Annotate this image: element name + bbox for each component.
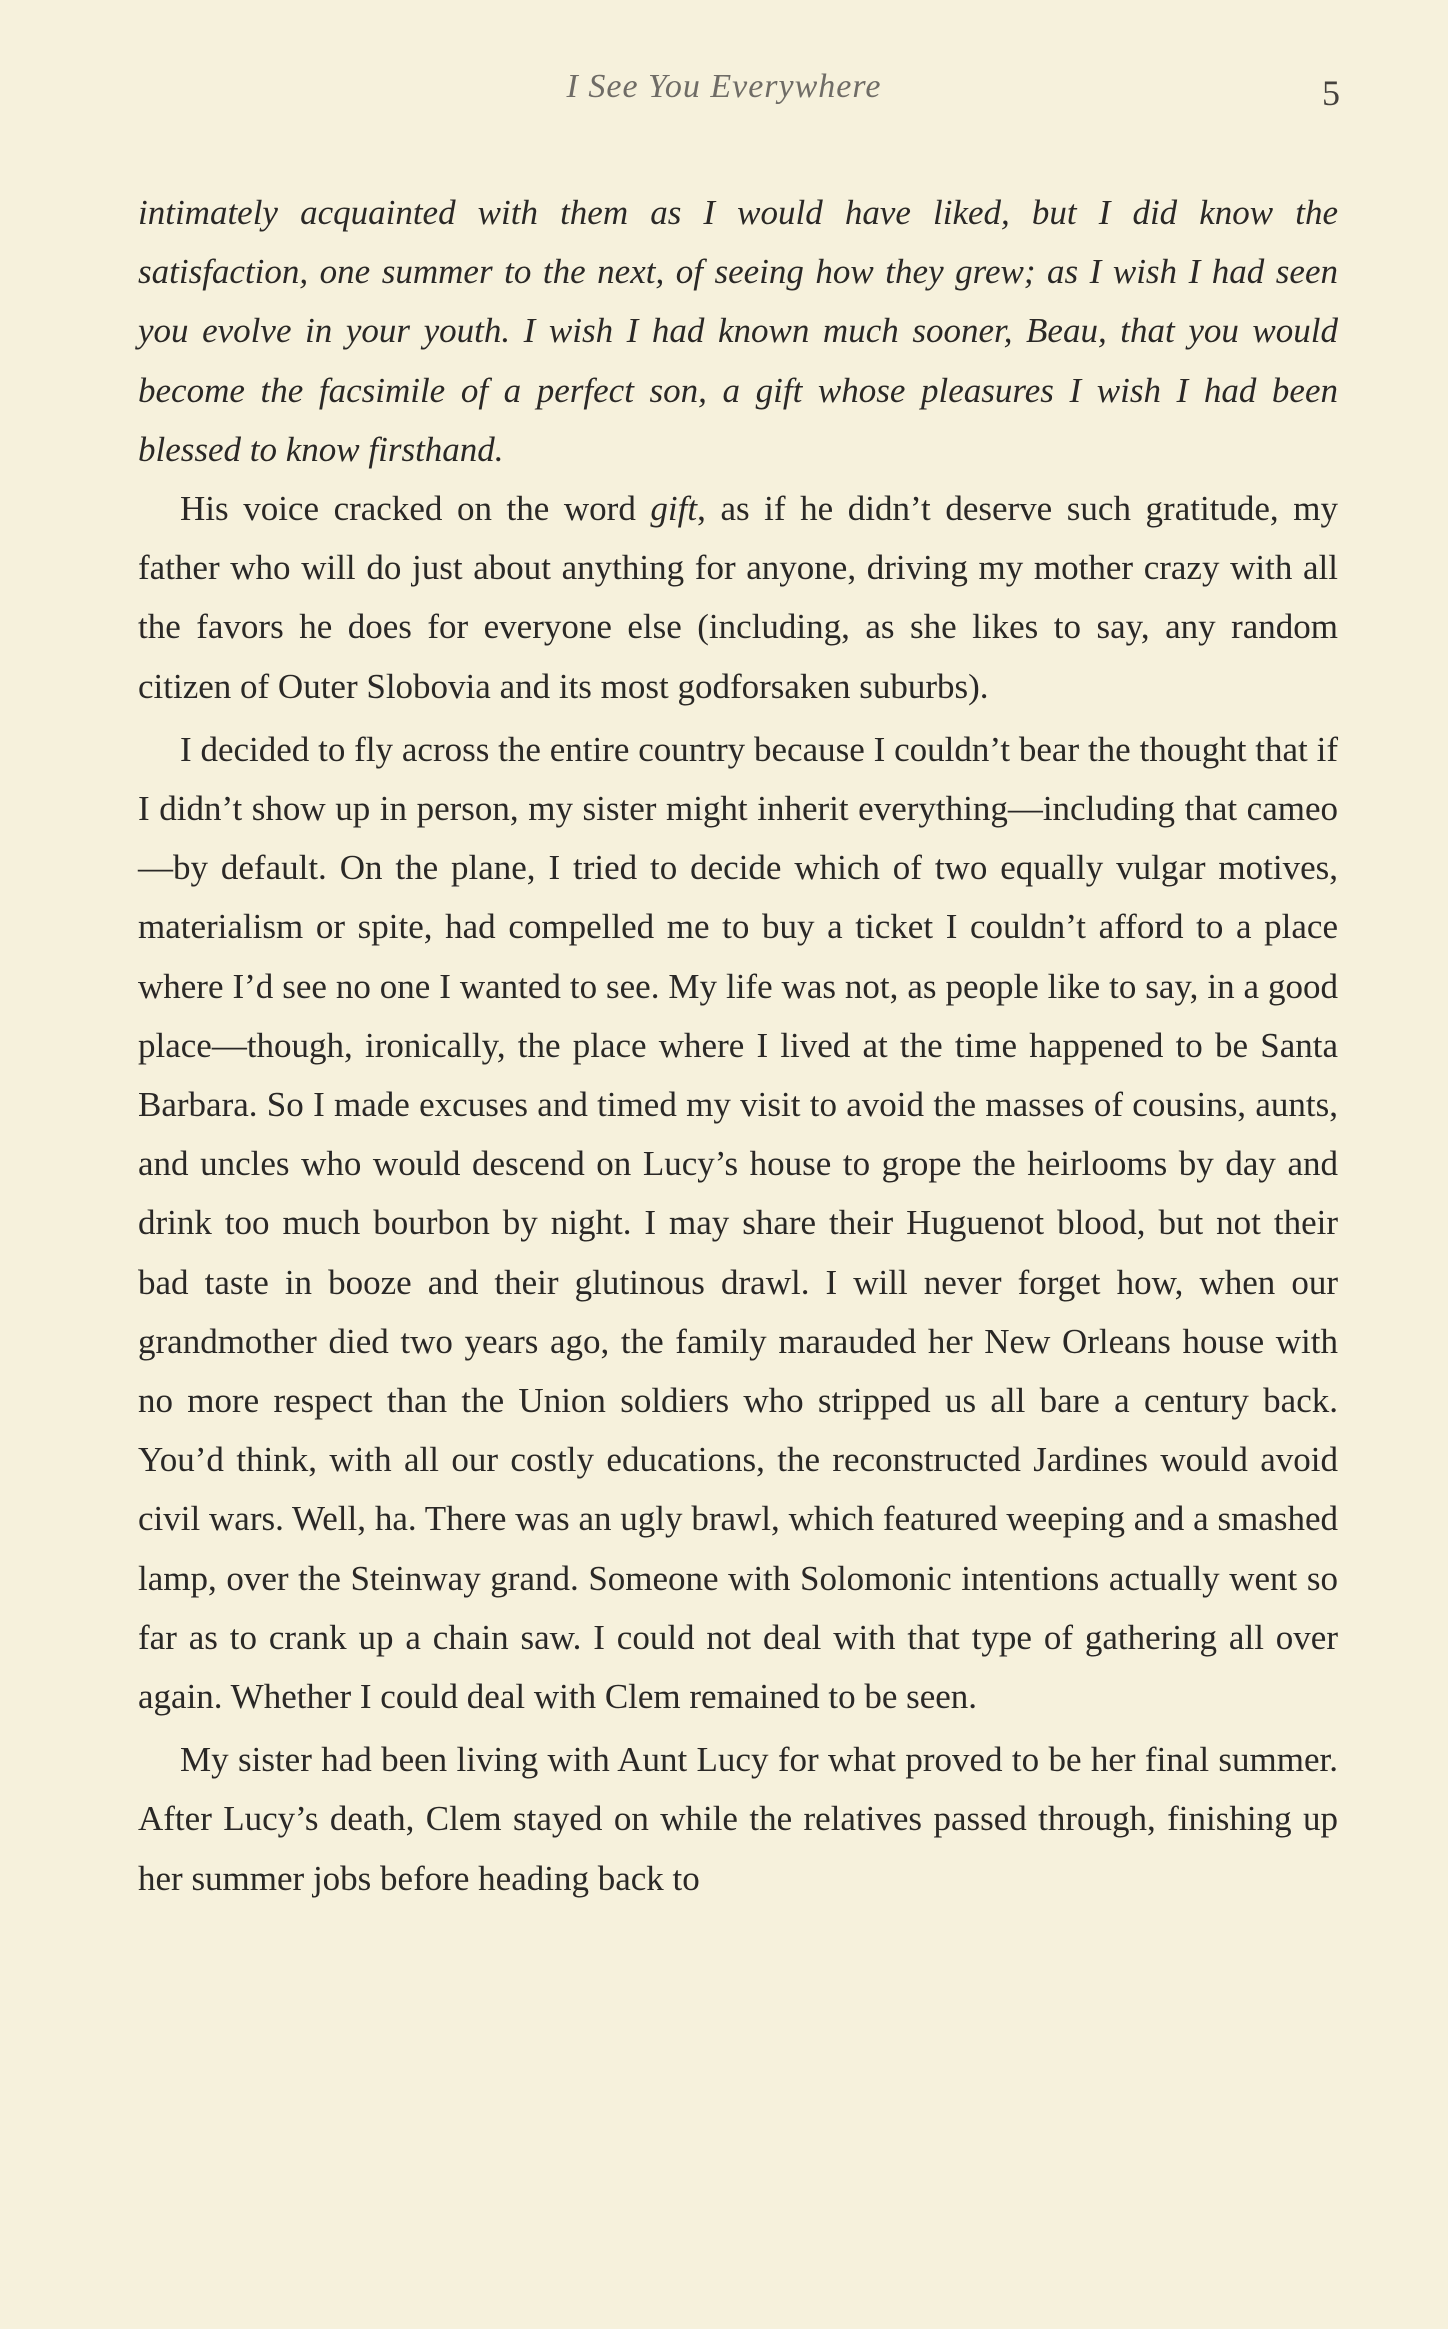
paragraph-text-start: His voice cracked on the word (180, 489, 651, 529)
paragraph-continued-letter: intimately acquainted with them as I would have liked, but I did know the satisfaction, one summer to the next, of seeing how they grew; as I wish I had seen you evolve in your youth. I wish I had known much sooner, Beau, that you would become the facsimile of a perfect son, a gift whose pleasures I wish I had been blessed to know firsthand. (138, 193, 1338, 469)
running-title: I See You Everywhere (566, 68, 882, 105)
emphasized-word: gift (650, 489, 698, 529)
paragraph-text-end: , as if he didn’t deserve such gratitude, my father who will do just about anything for anyone, driving my mother crazy with all the favors he does for everyone else (including, as she likes to say, any random citizen of Outer Slobovia and its most godforsaken suburbs). (138, 489, 1338, 706)
page-number: 5 (1322, 73, 1340, 113)
paragraph-decided-to-fly: I decided to fly across the entire country because I couldn’t bear the thought that if I didn’t show up in person, my sister might inherit everything—including that cameo—by default. On the plane, I tried to decide which of two equally vulgar motives, materialism or spite, had compelled me to buy a ticket I couldn’t afford to a place where I’d see no one I wanted to see. My life was not, as people like to say, in a good place—though, ironically, the place where I lived at the time happened to be Santa Barbara. So I made excuses and timed my visit to avoid the masses of cousins, aunts, and uncles who would descend on Lucy’s house to grope the heirlooms by day and drink too much bourbon by night. I may share their Huguenot blood, but not their bad taste in booze and their glutinous drawl. I will never forget how, when our grandmother died two years ago, the family marauded her New Orleans house with no more respect than the Union soldiers who stripped us all bare a century back. You’d think, with all our costly educations, the reconstructed Jardines would avoid civil wars. Well, ha. There was an ugly brawl, which featured weeping and a smashed lamp, over the Steinway grand. Someone with Solomonic intentions actually went so far as to crank up a chain saw. I could not deal with that type of gathering all over again. Whether I could deal with Clem remained to be seen. (138, 729, 1338, 1717)
body-text (138, 183, 1338, 1908)
paragraph-voice-cracked (138, 479, 1338, 716)
paragraph-sister-living: My sister had been living with Aunt Lucy for what proved to be her final summer. After Lucy’s death, Clem stayed on while the relatives passed through, finishing up her summer jobs before heading back to (138, 1740, 1338, 1898)
